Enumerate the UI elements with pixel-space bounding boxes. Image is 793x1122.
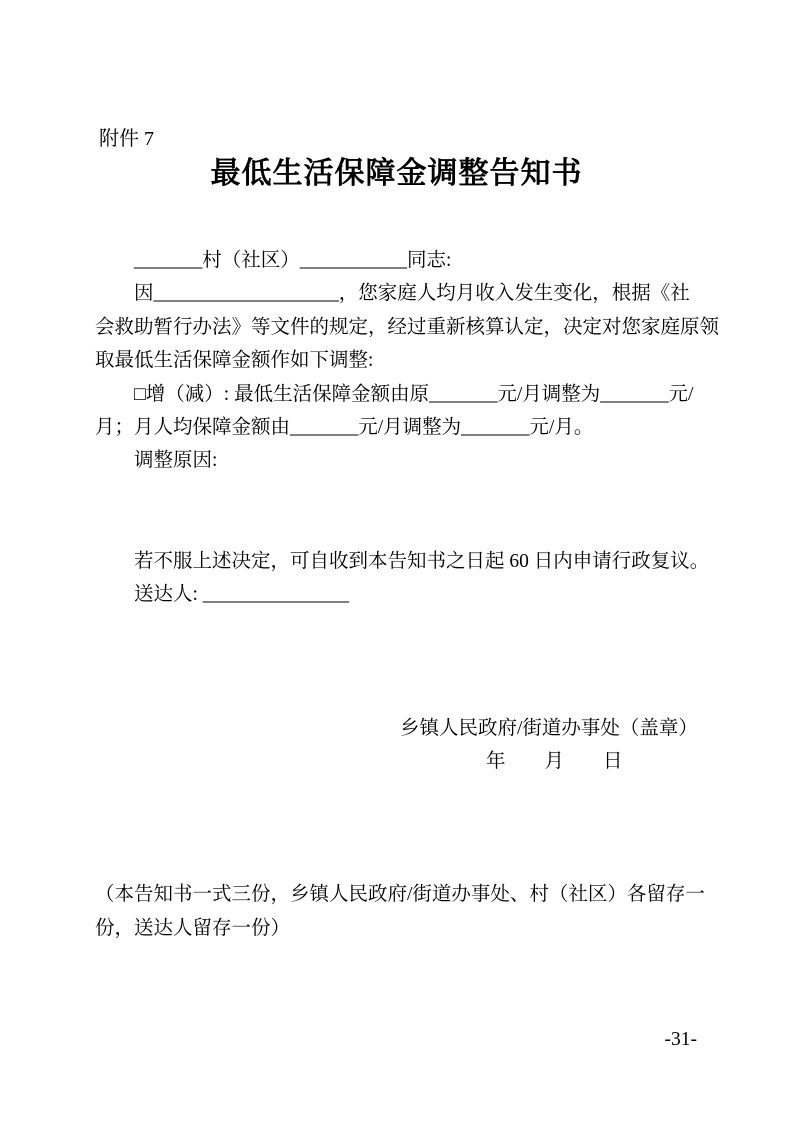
reason-blank-space	[95, 478, 699, 545]
adjustment-reason-label: 调整原因:	[134, 450, 218, 472]
per-capita-amount-line: 月；月人均保障金额由_______元/月调整为_______元/月。	[95, 416, 594, 438]
page-number: -31-	[664, 1029, 697, 1050]
adjustment-intro-line: 取最低生活保障金额作如下调整:	[95, 350, 374, 372]
appeal-notice-line: 若不服上述决定，可自收到本告知书之日起 60 日内申请行政复议。	[134, 550, 710, 572]
spacer-before-footer-note	[95, 778, 699, 878]
change-reason-intro-line: 因___________________，您家庭人均月收入发生变化，根据《社	[134, 283, 690, 305]
attachment-label: 附件 7	[99, 128, 154, 150]
copies-note-line-1: （本告知书一式三份，乡镇人民政府/街道办事处、村（社区）各留存一	[95, 884, 705, 906]
adjustment-amount-line: □增（减）: 最低生活保障金额由原_______元/月调整为_______元/	[134, 383, 694, 405]
signature-date-line: 年 月 日	[486, 750, 623, 772]
copies-note-line-2: 份，送达人留存一份）	[95, 917, 291, 939]
issuing-authority-line: 乡镇人民政府/街道办事处（盖章）	[400, 717, 698, 739]
document-body	[95, 244, 720, 945]
addressee-line: _______村（社区）___________同志:	[134, 250, 452, 271]
spacer-before-signature	[95, 611, 699, 711]
policy-basis-line: 会救助暂行办法》等文件的规定，经过重新核算认定，决定对您家庭原领	[95, 316, 720, 338]
recipient-line: 送达人: _______________	[134, 583, 350, 605]
document-title: 最低生活保障金调整告知书	[210, 157, 583, 190]
